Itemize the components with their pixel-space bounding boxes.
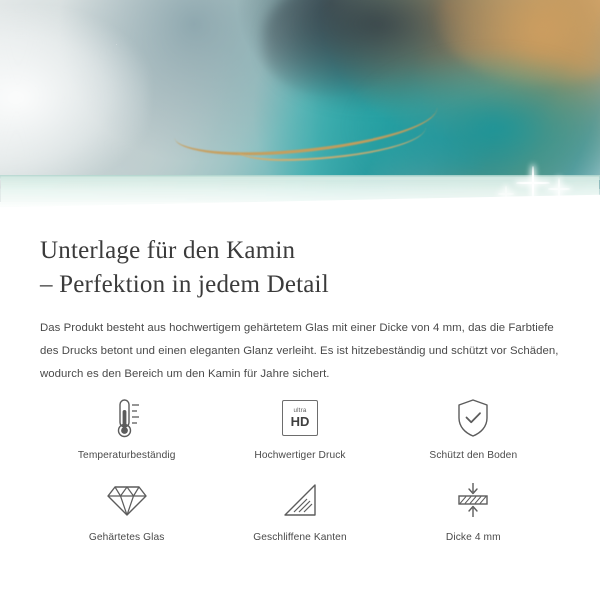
page-title-line-2: – Perfektion in jedem Detail <box>40 270 329 298</box>
feature-item-thickness <box>387 477 560 543</box>
ultra-hd-badge-top: ultra <box>293 406 307 414</box>
thickness-icon <box>453 477 493 523</box>
feature-label: Gehärtetes Glas <box>88 532 165 543</box>
feature-item-print-quality <box>213 395 386 461</box>
description-paragraph: Das Produkt besteht aus hochwertigem gehärtetem Glas mit einer Dicke von 4 mm, das die Farbtiefe des Drucks betont und einen eleganten Glanz verleiht. Es ist hitzebeständig und schützt vor Schäden, wodurch es den Bereich um den Kamin für Jahre sichert. <box>40 322 559 380</box>
diamond-icon <box>105 477 149 523</box>
hero-image <box>0 0 600 210</box>
polished-edges-icon <box>281 477 319 523</box>
feature-item-tempered-glass <box>40 477 213 543</box>
feature-item-temperature <box>40 395 213 461</box>
thermometer-icon <box>106 395 148 441</box>
ultra-hd-icon <box>282 395 318 441</box>
shield-check-icon <box>454 395 492 441</box>
text-content <box>0 210 600 385</box>
ultra-hd-badge-bottom: HD <box>290 414 310 430</box>
feature-label: Temperaturbeständig <box>77 450 176 461</box>
page-title <box>40 234 560 301</box>
feature-item-polished-edges <box>213 477 386 543</box>
artwork-white-area <box>0 7 151 191</box>
feature-label: Dicke 4 mm <box>445 532 501 543</box>
page-title-line-1: Unterlage für den Kamin <box>40 237 296 264</box>
feature-label: Geschliffene Kanten <box>253 532 347 543</box>
feature-grid <box>40 395 560 543</box>
feature-label: Hochwertiger Druck <box>254 450 346 461</box>
feature-label: Schützt den Boden <box>429 450 518 461</box>
feature-item-floor-protection <box>387 395 560 461</box>
glass-panel-artwork <box>0 0 600 202</box>
